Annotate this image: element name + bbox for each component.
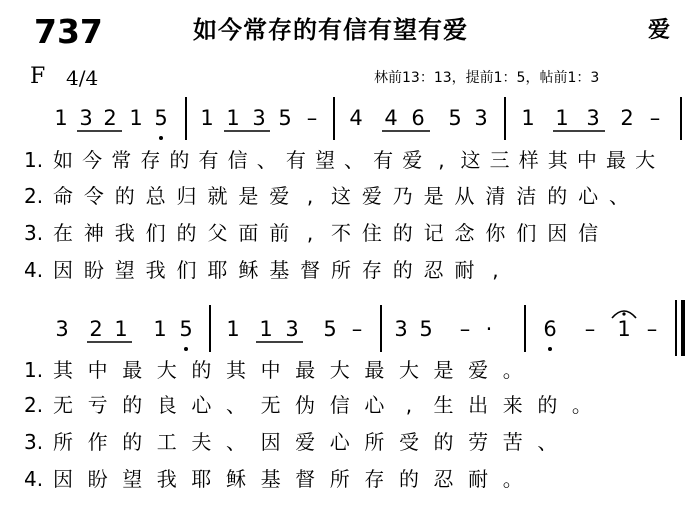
lyric-char: 其 bbox=[225, 358, 246, 382]
lyric-char: 常 bbox=[111, 148, 132, 172]
lyric-char: 的 bbox=[398, 467, 419, 491]
verse-number: 2. bbox=[24, 393, 44, 417]
lyric-char: 有 bbox=[198, 148, 219, 172]
lyric-char: 稣 bbox=[238, 258, 259, 282]
lyric-char: 耐 bbox=[454, 258, 475, 282]
lyric-char: 总 bbox=[145, 184, 166, 208]
verse-number: 3. bbox=[24, 430, 44, 454]
lyric-char: 从 bbox=[454, 184, 475, 208]
lyric-char: 乃 bbox=[392, 184, 413, 208]
lyric-char: 所 bbox=[364, 430, 385, 454]
lyric-char: 、 bbox=[344, 148, 365, 172]
lyric-char: 存 bbox=[140, 148, 161, 172]
lyric-char: 我 bbox=[114, 221, 135, 245]
lyric-char: 的 bbox=[547, 184, 568, 208]
lyric-char: 督 bbox=[295, 467, 316, 491]
note: 5 bbox=[154, 106, 168, 130]
note: – bbox=[646, 317, 658, 341]
lyric-char: 、 bbox=[537, 430, 558, 454]
hymn-category: 爱 bbox=[648, 18, 671, 43]
lyric-char: 望 bbox=[314, 148, 335, 172]
lyric-char: 神 bbox=[83, 221, 104, 245]
note: 1 bbox=[259, 317, 273, 341]
lyric-char: 存 bbox=[364, 467, 385, 491]
lyric-char: 因 bbox=[547, 221, 568, 245]
lyric-char: 望 bbox=[114, 258, 135, 282]
note: 1 bbox=[555, 106, 569, 130]
time-signature: 4/4 bbox=[66, 66, 99, 90]
low-octave-dot bbox=[548, 347, 552, 351]
note: 3 bbox=[394, 317, 408, 341]
lyric-char: 的 bbox=[114, 184, 135, 208]
lyric-char: 因 bbox=[260, 430, 281, 454]
lyric-char: 亏 bbox=[87, 393, 108, 417]
note: 4 bbox=[349, 106, 363, 130]
lyric-char: 因 bbox=[53, 467, 73, 491]
lyric-char: 的 bbox=[191, 358, 212, 382]
lyric-char: 耐 bbox=[468, 467, 489, 491]
lyric-char: 所 bbox=[330, 258, 351, 282]
verse-number: 4. bbox=[24, 258, 44, 282]
lyric-char: 望 bbox=[122, 467, 143, 491]
lyric-char: 令 bbox=[83, 184, 104, 208]
lyric-char: 大 bbox=[635, 148, 656, 172]
lyric-char: 命 bbox=[53, 184, 73, 208]
lyric-char: 爱 bbox=[402, 148, 423, 172]
lyric-char: 是 bbox=[238, 184, 259, 208]
lyric-char: 所 bbox=[329, 467, 350, 491]
lyric-char: 爱 bbox=[269, 184, 290, 208]
lyric-char: 们 bbox=[176, 258, 197, 282]
note: – bbox=[459, 317, 471, 341]
note: 2 bbox=[103, 106, 117, 130]
lyric-char: 劳 bbox=[468, 430, 489, 454]
note: – bbox=[351, 317, 363, 341]
scripture-references: 林前13：13，提前1：5，帖前1：3 bbox=[374, 70, 600, 86]
lyric-char: 住 bbox=[361, 221, 382, 245]
lyric-char: 良 bbox=[156, 393, 177, 417]
lyric-char: 这 bbox=[330, 184, 351, 208]
lyric-char: 工 bbox=[156, 430, 177, 454]
lyric-char: 忍 bbox=[423, 258, 444, 282]
note: 1 bbox=[617, 317, 631, 341]
lyric-char: 的 bbox=[122, 430, 143, 454]
lyric-char: 心 bbox=[329, 430, 350, 454]
hymn-number: 737 bbox=[34, 12, 103, 51]
lyric-char: 不 bbox=[330, 221, 351, 245]
lyric-char: 无 bbox=[260, 393, 281, 417]
lyric-char: 的 bbox=[122, 393, 143, 417]
lyric-char: 念 bbox=[454, 221, 475, 245]
lyric-char: 归 bbox=[176, 184, 197, 208]
key-signature: F bbox=[30, 64, 46, 89]
note: – bbox=[649, 106, 661, 130]
lyric-char: 基 bbox=[260, 467, 281, 491]
lyric-char: 清 bbox=[485, 184, 506, 208]
lyric-char: 来 bbox=[502, 393, 523, 417]
lyric-char: 有 bbox=[285, 148, 306, 172]
lyric-char: 存 bbox=[361, 258, 382, 282]
lyric-char: 中 bbox=[260, 358, 281, 382]
lyric-char: 记 bbox=[423, 221, 444, 245]
lyric-char: 样 bbox=[518, 148, 539, 172]
note: 1 bbox=[226, 106, 240, 130]
note: 3 bbox=[586, 106, 600, 130]
lyric-char: 无 bbox=[53, 393, 73, 417]
low-octave-dot bbox=[184, 347, 188, 351]
lyric-char: 心 bbox=[364, 393, 385, 417]
hymn-title: 如今常存的有信有望有爱 bbox=[193, 16, 468, 44]
note: 6 bbox=[543, 317, 557, 341]
note: 5 bbox=[278, 106, 292, 130]
lyric-char: 。 bbox=[502, 358, 523, 382]
lyric-char: , bbox=[306, 221, 314, 245]
lyric-char: 心 bbox=[191, 393, 212, 417]
lyric-char: 如 bbox=[53, 148, 73, 172]
verse-number: 1. bbox=[24, 148, 44, 172]
note: · bbox=[485, 317, 493, 341]
lyric-char: 面 bbox=[238, 221, 259, 245]
lyric-char: 因 bbox=[53, 258, 73, 282]
note: 2 bbox=[620, 106, 634, 130]
lyric-char: 信 bbox=[227, 148, 248, 172]
lyric-char: 苦 bbox=[502, 430, 523, 454]
note: 1 bbox=[200, 106, 214, 130]
lyric-char: 盼 bbox=[87, 467, 108, 491]
lyric-char: 的 bbox=[392, 221, 413, 245]
lyric-char: 所 bbox=[53, 430, 73, 454]
note: – bbox=[306, 106, 318, 130]
lyric-char: 。 bbox=[571, 393, 592, 417]
lyric-char: 今 bbox=[82, 148, 103, 172]
lyric-char: 、 bbox=[256, 148, 277, 172]
note: – bbox=[584, 317, 596, 341]
lyric-char: 的 bbox=[433, 430, 454, 454]
lyric-char: , bbox=[405, 393, 413, 417]
lyric-char: 父 bbox=[207, 221, 228, 245]
verse-number: 4. bbox=[24, 467, 44, 491]
lyric-char: 最 bbox=[122, 358, 143, 382]
lyric-char: 有 bbox=[373, 148, 394, 172]
lyric-char: 的 bbox=[169, 148, 190, 172]
note: 1 bbox=[521, 106, 535, 130]
note: 2 bbox=[89, 317, 103, 341]
lyric-char: 稣 bbox=[225, 467, 246, 491]
note: 1 bbox=[54, 106, 68, 130]
lyric-char: 最 bbox=[606, 148, 626, 172]
lyric-char: 中 bbox=[87, 358, 108, 382]
lyric-char: 爱 bbox=[468, 358, 489, 382]
lyric-char: 我 bbox=[156, 467, 177, 491]
lyric-char: 三 bbox=[489, 148, 510, 172]
note: 1 bbox=[114, 317, 128, 341]
note: 4 bbox=[384, 106, 398, 130]
lyric-char: 大 bbox=[329, 358, 350, 382]
fermata-dot bbox=[622, 312, 625, 315]
lyric-char: 、 bbox=[225, 430, 246, 454]
verse-number: 3. bbox=[24, 221, 44, 245]
note: 3 bbox=[474, 106, 488, 130]
lyric-char: 爱 bbox=[295, 430, 316, 454]
lyric-char: 伪 bbox=[295, 393, 316, 417]
lyric-char: 信 bbox=[329, 393, 350, 417]
note: 3 bbox=[252, 106, 266, 130]
lyric-char: 其 bbox=[53, 358, 73, 382]
lyric-char: 出 bbox=[468, 393, 489, 417]
lyric-char: 前 bbox=[269, 221, 290, 245]
lyric-char: 心 bbox=[578, 184, 599, 208]
lyric-char: 受 bbox=[398, 430, 419, 454]
lyric-char: 是 bbox=[433, 358, 454, 382]
lyric-char: 最 bbox=[364, 358, 385, 382]
verse-number: 1. bbox=[24, 358, 44, 382]
note: 1 bbox=[226, 317, 240, 341]
lyric-char: 的 bbox=[392, 258, 413, 282]
lyric-char: 大 bbox=[156, 358, 177, 382]
lyric-char: 在 bbox=[53, 221, 73, 245]
lyric-char: 忍 bbox=[433, 467, 454, 491]
note: 5 bbox=[419, 317, 433, 341]
lyric-char: 中 bbox=[576, 148, 597, 172]
lyric-char: 督 bbox=[300, 258, 321, 282]
note: 1 bbox=[153, 317, 167, 341]
lyric-char: 盼 bbox=[83, 258, 104, 282]
lyric-char: 夫 bbox=[191, 430, 212, 454]
lyric-char: 基 bbox=[269, 258, 290, 282]
lyric-char: 、 bbox=[225, 393, 246, 417]
lyric-char: 们 bbox=[145, 221, 166, 245]
note: 1 bbox=[129, 106, 143, 130]
note: 5 bbox=[323, 317, 337, 341]
lyric-char: 我 bbox=[145, 258, 166, 282]
lyric-char: 生 bbox=[433, 393, 454, 417]
note: 5 bbox=[448, 106, 462, 130]
low-octave-dot bbox=[159, 136, 163, 140]
lyric-char: 爱 bbox=[361, 184, 382, 208]
lyric-char: 耶 bbox=[191, 467, 212, 491]
lyric-char: 其 bbox=[547, 148, 568, 172]
lyric-char: 作 bbox=[87, 430, 108, 454]
note: 5 bbox=[179, 317, 193, 341]
lyric-char: 就 bbox=[207, 184, 228, 208]
lyric-char: 最 bbox=[295, 358, 316, 382]
lyric-char: , bbox=[492, 258, 499, 282]
lyric-char: 耶 bbox=[207, 258, 228, 282]
verse-number: 2. bbox=[24, 184, 44, 208]
lyric-char: 是 bbox=[423, 184, 444, 208]
lyric-char: 你 bbox=[485, 221, 506, 245]
note: 6 bbox=[411, 106, 425, 130]
lyric-char: 、 bbox=[608, 184, 629, 208]
lyric-char: , bbox=[438, 148, 445, 172]
lyric-char: 洁 bbox=[516, 184, 537, 208]
lyric-char: 大 bbox=[398, 358, 419, 382]
lyric-char: , bbox=[306, 184, 314, 208]
lyric-char: 信 bbox=[578, 221, 599, 245]
note: 3 bbox=[79, 106, 93, 130]
note: 3 bbox=[55, 317, 69, 341]
lyric-char: 。 bbox=[502, 467, 523, 491]
lyric-char: 们 bbox=[516, 221, 537, 245]
note: 3 bbox=[285, 317, 299, 341]
lyric-char: 这 bbox=[460, 148, 481, 172]
lyric-char: 的 bbox=[176, 221, 197, 245]
lyric-char: 的 bbox=[537, 393, 558, 417]
